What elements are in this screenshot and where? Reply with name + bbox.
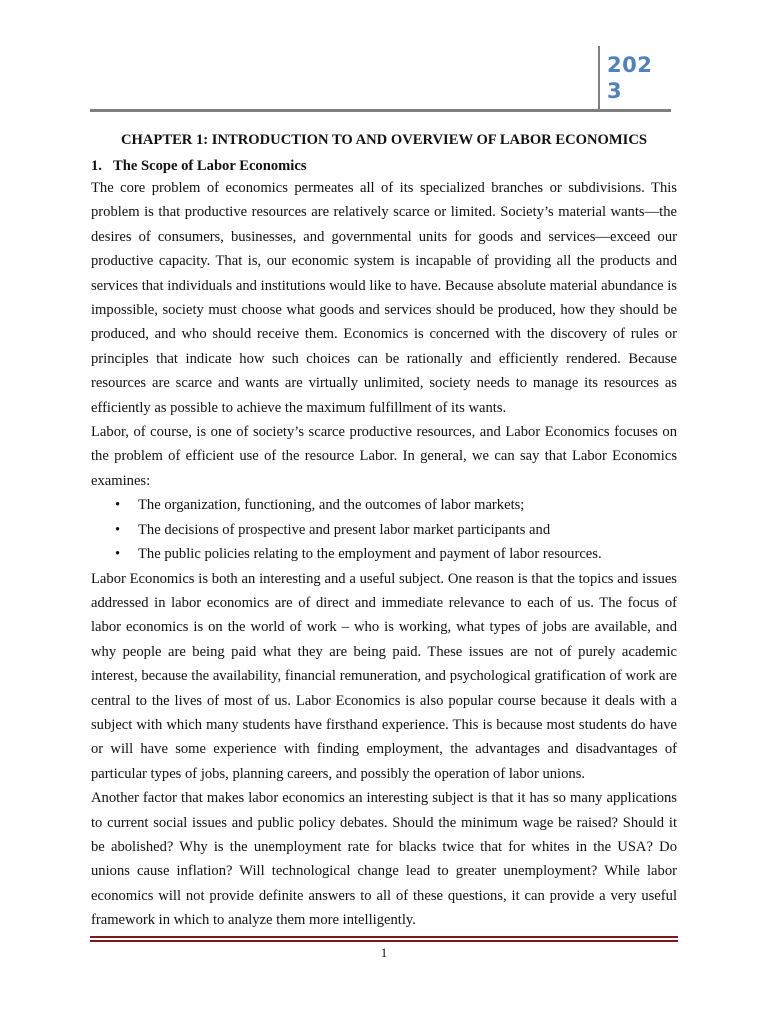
- document-body: [91, 126, 677, 933]
- list-item: [91, 542, 677, 566]
- paragraph-scarcity: The core problem of economics permeates all of its specialized branches or subdivisions. This problem is that productive resources are relatively scarce or limited. Society’s material wants—the desires of consumers, businesses, and governmental units for goods and services—exceed our productive capacity. That is, our economic system is incapable of providing all the products and services that individuals and institutions would like to have. Because absolute material abundance is impossible, society must choose what goods and services should be produced, how they should be produced, and who should receive them. Economics is concerned with the discovery of rules or principles that indicate how such choices can be rationally and efficiently rendered. Because resources are scarce and wants are virtually unlimited, society needs to manage its resources as efficiently as possible to achieve the maximum fulfillment of its wants.: [91, 180, 677, 416]
- section-number: 1.: [91, 158, 102, 174]
- list-item: [91, 493, 677, 517]
- examines-list: [91, 493, 677, 566]
- list-item-text: The organization, functioning, and the outcomes of labor markets;: [138, 497, 525, 514]
- paragraph-interesting-subject: Labor Economics is both an interesting and a useful subject. One reason is that the topics and issues addressed in labor economics are of direct and immediate relevance to each of us. The focus of labor economics is on the world of work – who is working, what types of jobs are available, and why people are being paid what they are being paid. These issues are not of purely academic interest, because the availability, financial remuneration, and psychological gratification of work are central to the lives of most of us. Labor Economics is also popular course because it deals with a subject with which many students have firsthand experience. This is because most students do have or will have some experience with finding employment, the advantages and disadvantages of particular types of jobs, planning careers, and possibly the operation of labor unions.: [91, 570, 677, 782]
- list-item-text: The public policies relating to the employment and payment of labor resources.: [138, 546, 602, 563]
- bullet-icon: •: [115, 497, 121, 514]
- page-number: 1: [380, 945, 388, 960]
- section-title: The Scope of Labor Economics: [113, 158, 307, 174]
- bullet-icon: •: [115, 521, 121, 538]
- bullet-icon: •: [115, 546, 121, 563]
- list-item-text: The decisions of prospective and present labor market participants and: [138, 521, 551, 538]
- chapter-title: CHAPTER 1: INTRODUCTION TO AND OVERVIEW OF LABOR ECONOMICS: [120, 132, 647, 148]
- paragraph-labor-resource: Labor, of course, is one of society’s scarce productive resources, and Labor Economics focuses on the problem of efficient use of the resource Labor. In general, we can say that Labor Economics examines:: [91, 424, 677, 489]
- list-item: [91, 518, 677, 542]
- footer-rule: [90, 936, 678, 942]
- header-horizontal-rule: [90, 109, 671, 112]
- section-heading: [91, 154, 677, 176]
- header-year: 2023: [607, 53, 653, 103]
- paragraph-applications: Another factor that makes labor economics an interesting subject is that it has so many applications to current social issues and public policy debates. Should the minimum wage be raised? Should it be abolished? Why is the unemployment rate for blacks twice that for whites in the USA? Do unions cause inflation? Will technological change lead to greater unemployment? While labor economics will not provide definite answers to all of these questions, it can provide a very useful framework in which to analyze them more intelligently.: [91, 790, 677, 929]
- header-vertical-rule: [598, 46, 600, 110]
